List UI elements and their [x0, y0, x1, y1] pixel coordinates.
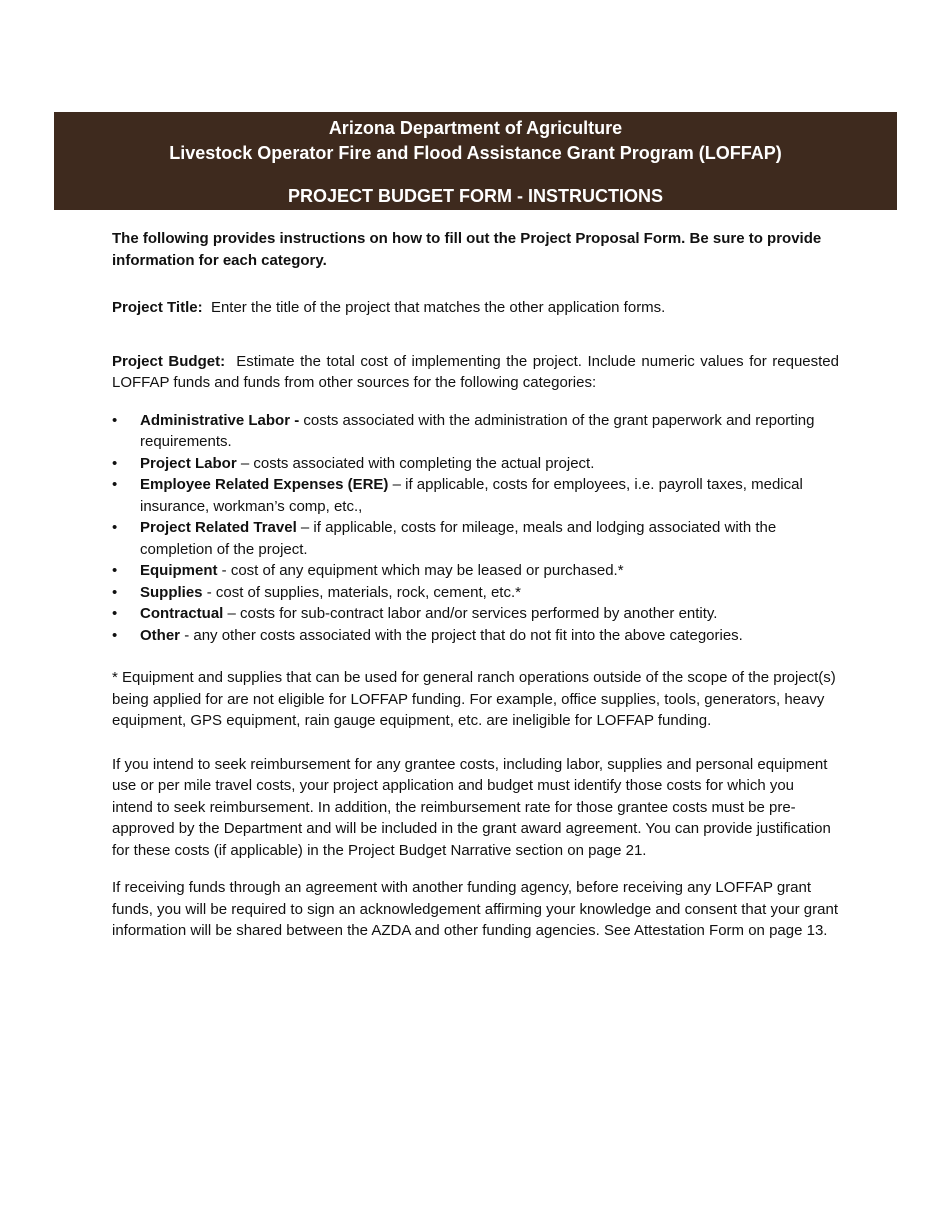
category-label: Project Labor — [140, 454, 237, 472]
list-item — [112, 560, 839, 582]
category-text: - cost of supplies, materials, rock, cement, etc.* — [206, 583, 521, 601]
project-budget-text: Estimate the total cost of implementing the project. Include numeric values for requested LOFFAP funds and funds from other sources for the following categories: — [112, 352, 839, 391]
bullet-icon: • — [112, 519, 118, 536]
category-label: Administrative Labor - — [140, 411, 300, 429]
program-name: Livestock Operator Fire and Flood Assistance Grant Program (LOFFAP) — [169, 143, 782, 163]
category-label: Employee Related Expenses (ERE) — [140, 476, 389, 493]
project-budget-label: Project Budget: — [112, 352, 226, 370]
category-text: - any other costs associated with the project that do not fit into the above categories. — [184, 626, 743, 644]
bullet-icon: • — [112, 476, 118, 493]
department-name: Arizona Department of Agriculture — [328, 118, 623, 138]
footnote-paragraph: * Equipment and supplies that can be used for general ranch operations outside of the scope of the project(s) being applied for are not eligible for LOFFAP funding. For example, office supplies, tools, generators, heavy equipment, GPS equipment, rain gauge equipment, etc. are ineligible for LOFFAP funding. — [112, 669, 836, 729]
project-title-label: Project Title: — [112, 299, 203, 316]
list-item — [112, 474, 839, 517]
list-item — [112, 453, 839, 475]
category-label: Project Related Travel — [140, 519, 297, 536]
category-text: – costs associated with completing the actual project. — [240, 454, 595, 472]
category-label: Other — [140, 626, 181, 644]
instructions-body — [112, 228, 839, 942]
category-text: - cost of any equipment which may be leased or purchased.* — [221, 562, 624, 579]
bullet-icon: • — [112, 583, 118, 601]
bullet-icon: • — [112, 605, 118, 622]
bullet-icon: • — [112, 454, 118, 472]
category-label: Supplies — [140, 583, 203, 601]
list-item — [112, 517, 839, 560]
category-text: – if applicable, costs for mileage, meals and lodging associated with the completion of the project. — [140, 519, 777, 558]
bullet-icon: • — [112, 411, 118, 429]
category-text: – if applicable, costs for employees, i.e. payroll taxes, medical insurance, workman’s comp, etc., — [140, 476, 803, 515]
bullet-icon: • — [112, 562, 118, 579]
bullet-icon: • — [112, 626, 118, 644]
reimbursement-paragraph: If you intend to seek reimbursement for any grantee costs, including labor, supplies and personal equipment use or per mile travel costs, your project application and budget must identify those costs for which you intend to seek reimbursement. In addition, the reimbursement rate for those grantee costs must be pre-approved by the Department and will be included in the grant award agreement. You can provide justification for these costs (if applicable) in the Project Budget Narrative section on page 21. — [112, 755, 831, 859]
list-item — [112, 603, 839, 625]
category-text: costs associated with the administration of the grant paperwork and reporting requirements. — [140, 411, 815, 450]
list-item — [112, 625, 839, 647]
intro-text: The following provides instructions on how to fill out the Project Proposal Form. Be sure to provide information for each category. — [112, 230, 822, 269]
project-title-paragraph — [112, 297, 839, 319]
list-item — [112, 410, 839, 453]
category-text: – costs for sub-contract labor and/or services performed by another entity. — [227, 605, 718, 622]
other-agency-paragraph: If receiving funds through an agreement with another funding agency, before receiving any LOFFAP grant funds, you will be required to sign an acknowledgement affirming your knowledge and consent that your grant information will be shared between the AZDA and other funding agencies. See Attestation Form on page 13. — [112, 879, 838, 939]
category-label: Equipment — [140, 562, 218, 579]
category-list — [112, 410, 839, 647]
header-banner — [54, 112, 897, 210]
list-item — [112, 582, 839, 604]
category-label: Contractual — [140, 605, 224, 622]
project-title-text: Enter the title of the project that matches the other application forms. — [210, 299, 666, 316]
form-title: PROJECT BUDGET FORM - INSTRUCTIONS — [287, 186, 663, 206]
project-budget-paragraph — [112, 351, 839, 394]
